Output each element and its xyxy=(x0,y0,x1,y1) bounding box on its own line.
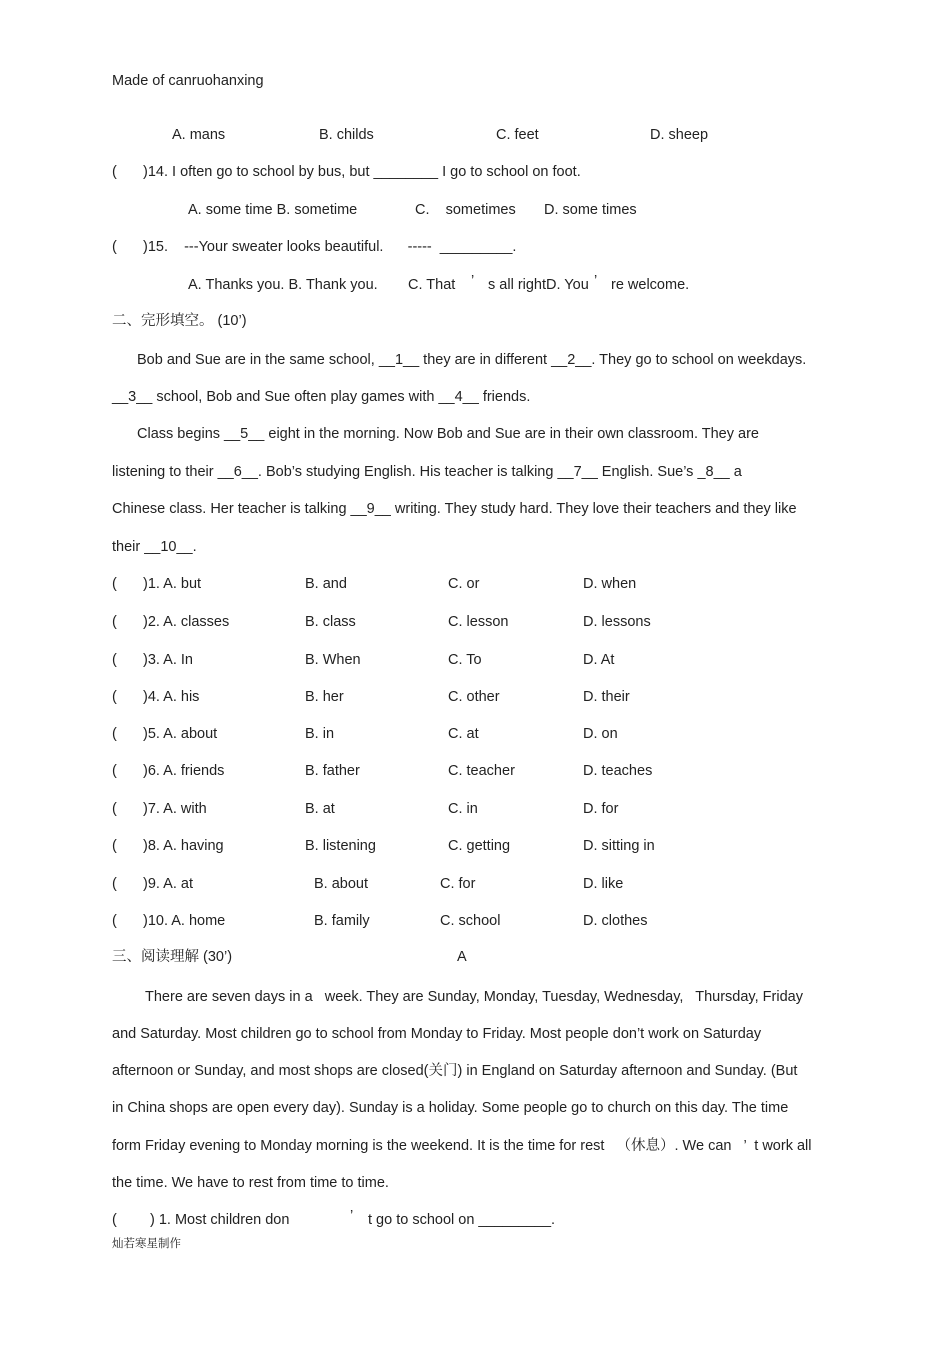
cloze-q1-a: )1. A. but xyxy=(143,576,202,592)
passage2-line-5: Chinese class. Her teacher is talking __9__ writing. They study hard. They love their teachers and they like xyxy=(112,501,797,517)
section3-part: A xyxy=(457,949,467,965)
passage2-line-4: listening to their __6__. Bob’s studying English. His teacher is talking __7__ English. Sue’s _8__ a xyxy=(112,464,742,480)
cloze-q4-b: B. her xyxy=(305,689,344,705)
cloze-q4-c: C. other xyxy=(448,689,500,705)
reading-q1-apostrophe: ’ xyxy=(350,1208,354,1224)
cloze-q10-c: C. school xyxy=(440,913,501,929)
q13-option-b: B. childs xyxy=(319,127,374,143)
q14-option-d: D. some times xyxy=(544,202,637,218)
cloze-q8-c: C. getting xyxy=(448,838,511,854)
section2-title: 二、完形填空。 (10’) xyxy=(112,313,247,329)
reading-q1-rest: t go to school on _________. xyxy=(368,1212,556,1228)
section3-title: 三、阅读理解 (30’) xyxy=(112,949,233,965)
cloze-q7-a: )7. A. with xyxy=(143,801,207,817)
passage2-line-1: Bob and Sue are in the same school, __1__ they are in different __2__. They go to school on weekdays. xyxy=(137,352,807,368)
q15-option-c2: s all rightD. You xyxy=(488,277,589,293)
cloze-q3-paren: ( xyxy=(112,652,117,668)
cloze-q9-c: C. for xyxy=(440,876,476,892)
cloze-q5-d: D. on xyxy=(583,726,618,742)
q15-apostrophe-2: ’ xyxy=(594,273,598,289)
q15-paren: ( xyxy=(112,239,117,255)
q13-option-a: A. mans xyxy=(172,127,226,143)
cloze-q6-a: )6. A. friends xyxy=(143,763,225,779)
reading-q1-text: ) 1. Most children don xyxy=(150,1212,290,1228)
cloze-q1-paren: ( xyxy=(112,576,117,592)
cloze-q3-d: D. At xyxy=(583,652,615,668)
cloze-q8-d: D. sitting in xyxy=(583,838,655,854)
cloze-q7-paren: ( xyxy=(112,801,117,817)
passage3-line-5: form Friday evening to Monday morning is the weekend. It is the time for rest （休息）. We can ’ t work all xyxy=(112,1138,812,1154)
passage2-line-3: Class begins __5__ eight in the morning. Now Bob and Sue are in their own classroom. They are xyxy=(137,426,759,442)
cloze-q4-paren: ( xyxy=(112,689,117,705)
cloze-q9-d: D. like xyxy=(583,876,624,892)
cloze-q5-c: C. at xyxy=(448,726,479,742)
cloze-q8-paren: ( xyxy=(112,838,117,854)
q14-paren: ( xyxy=(112,164,117,180)
cloze-q9-b: B. about xyxy=(314,876,369,892)
passage3-line-4: in China shops are open every day). Sunday is a holiday. Some people go to church on this day. The time xyxy=(112,1100,789,1116)
passage3-line-3: afternoon or Sunday, and most shops are closed(关门) in England on Saturday afternoon and Sunday. (But xyxy=(112,1063,798,1079)
cloze-q7-c: C. in xyxy=(448,801,478,817)
cloze-q3-a: )3. A. In xyxy=(143,652,193,668)
q13-option-c: C. feet xyxy=(496,127,539,143)
q14-option-ab: A. some time B. sometime xyxy=(188,202,358,218)
q15-apostrophe-1: ’ xyxy=(471,273,475,289)
passage3-line-1: There are seven days in a week. They are Sunday, Monday, Tuesday, Wednesday, Thursday, Friday xyxy=(145,989,803,1005)
q13-option-d: D. sheep xyxy=(650,127,709,143)
cloze-q8-b: B. listening xyxy=(305,838,376,854)
cloze-q10-a: )10. A. home xyxy=(143,913,226,929)
q15-option-c: C. That xyxy=(408,277,456,293)
passage3-line-6: the time. We have to rest from time to time. xyxy=(112,1175,389,1191)
cloze-q4-a: )4. A. his xyxy=(143,689,200,705)
cloze-q7-d: D. for xyxy=(583,801,619,817)
q15-option-ab: A. Thanks you. B. Thank you. xyxy=(188,277,378,293)
passage3-line-2: and Saturday. Most children go to school from Monday to Friday. Most people don’t work on Saturday xyxy=(112,1026,762,1042)
cloze-q8-a: )8. A. having xyxy=(143,838,224,854)
passage2-line-2: __3__ school, Bob and Sue often play games with __4__ friends. xyxy=(112,389,531,405)
q14-option-c: C. sometimes xyxy=(415,202,516,218)
cloze-q5-paren: ( xyxy=(112,726,117,742)
cloze-q2-a: )2. A. classes xyxy=(143,614,230,630)
cloze-q9-paren: ( xyxy=(112,876,117,892)
cloze-q1-d: D. when xyxy=(583,576,637,592)
page-footer: 灿若寒星制作 xyxy=(112,1238,181,1250)
cloze-q10-d: D. clothes xyxy=(583,913,648,929)
cloze-q6-paren: ( xyxy=(112,763,117,779)
cloze-q7-b: B. at xyxy=(305,801,335,817)
cloze-q1-b: B. and xyxy=(305,576,347,592)
cloze-q6-b: B. father xyxy=(305,763,360,779)
cloze-q5-b: B. in xyxy=(305,726,335,742)
cloze-q2-paren: ( xyxy=(112,614,117,630)
q15-text: )15. ---Your sweater looks beautiful. ----- _________. xyxy=(143,239,517,255)
q14-text: )14. I often go to school by bus, but ________ I go to school on foot. xyxy=(143,164,581,180)
reading-q1-paren: ( xyxy=(112,1212,117,1228)
cloze-q2-b: B. class xyxy=(305,614,356,630)
cloze-q4-d: D. their xyxy=(583,689,630,705)
cloze-q2-c: C. lesson xyxy=(448,614,509,630)
cloze-q3-b: B. When xyxy=(305,652,361,668)
cloze-q6-d: D. teaches xyxy=(583,763,653,779)
cloze-q2-d: D. lessons xyxy=(583,614,651,630)
cloze-q10-paren: ( xyxy=(112,913,117,929)
cloze-q1-c: C. or xyxy=(448,576,480,592)
passage2-line-6: their __10__. xyxy=(112,539,197,555)
cloze-q10-b: B. family xyxy=(314,913,370,929)
q15-option-d: re welcome. xyxy=(611,277,690,293)
cloze-q9-a: )9. A. at xyxy=(143,876,193,892)
page-header: Made of canruohanxing xyxy=(112,73,264,89)
cloze-q3-c: C. To xyxy=(448,652,482,668)
cloze-q6-c: C. teacher xyxy=(448,763,515,779)
cloze-q5-a: )5. A. about xyxy=(143,726,218,742)
